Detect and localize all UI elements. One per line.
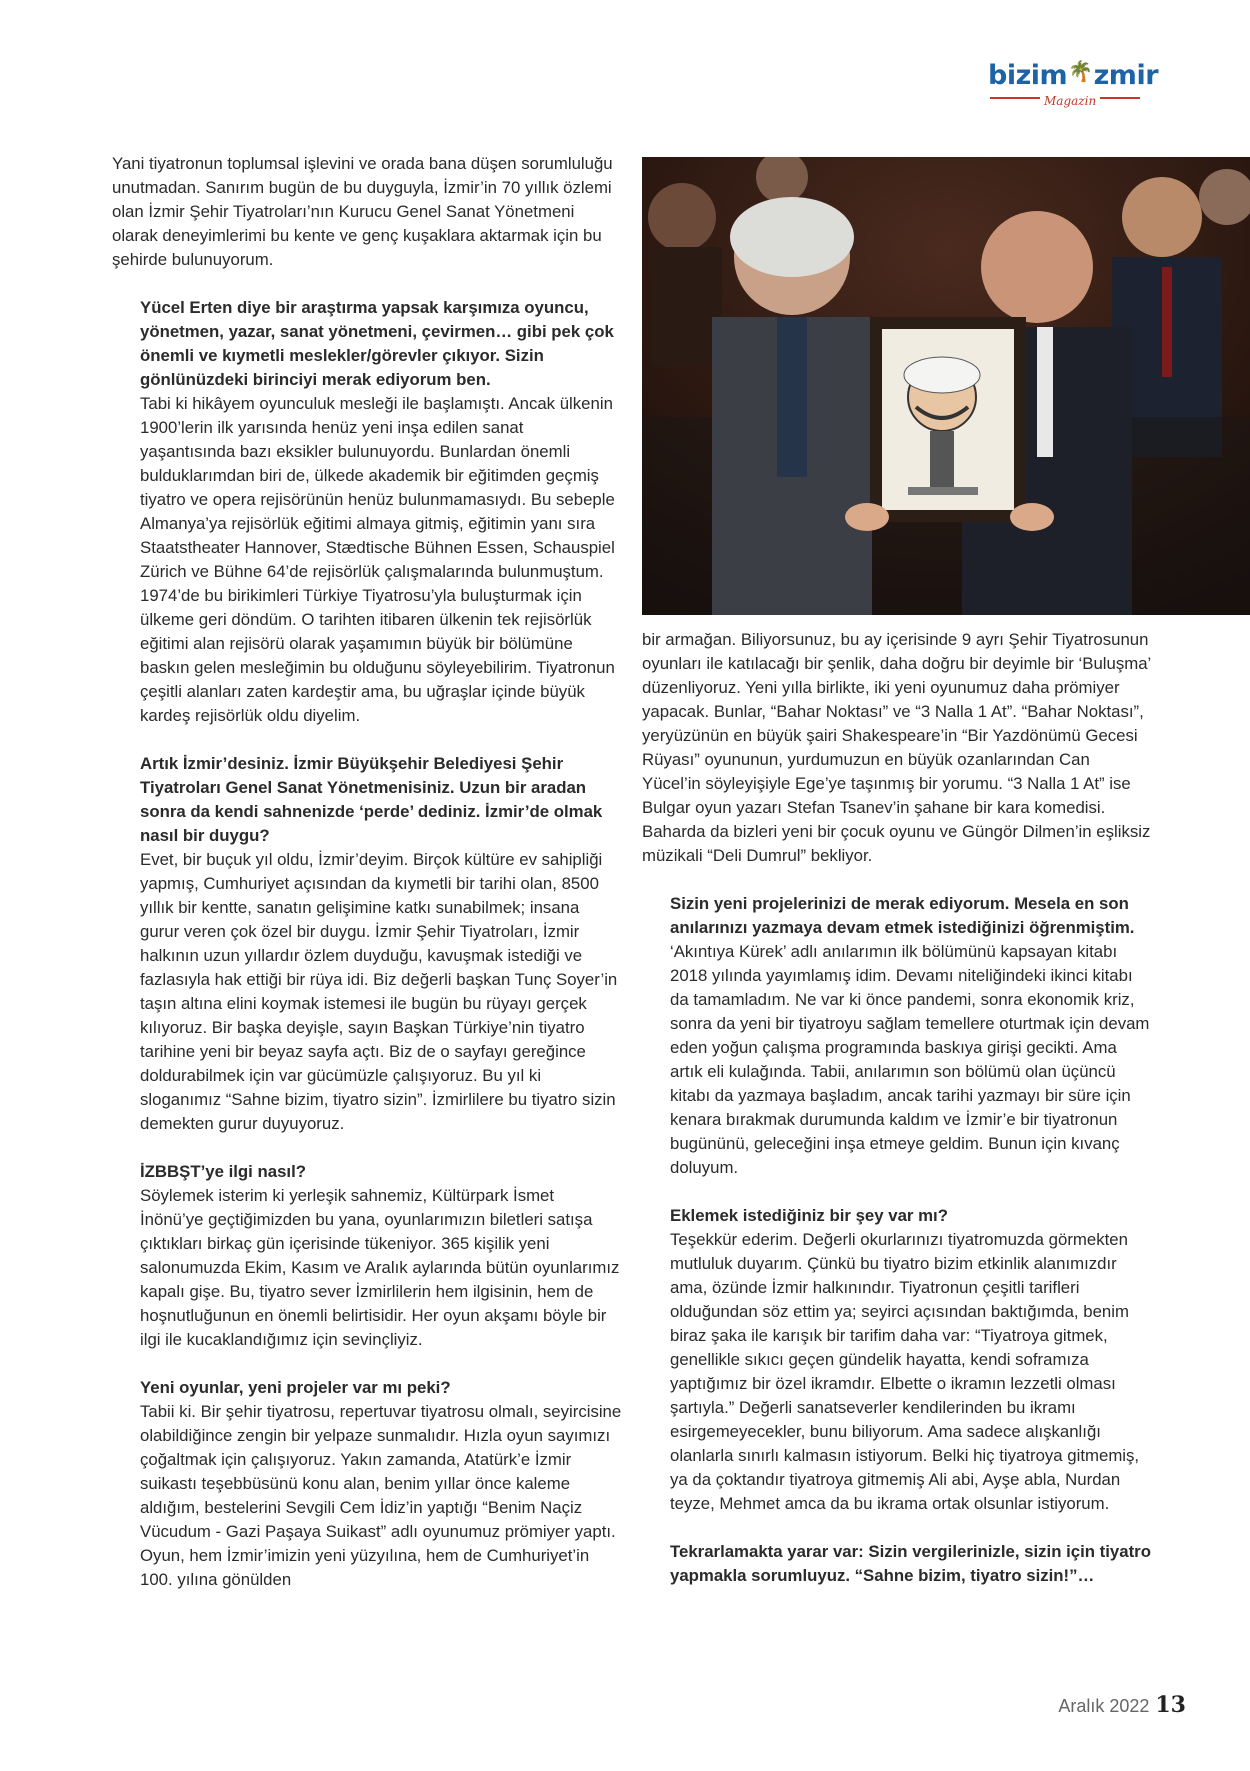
answer-2: Evet, bir buçuk yıl oldu, İzmir’deyim. Birçok kültüre ev sahipliği yapmış, Cumhuriyet açısından da kıymetli bir tarihi olan, 8500 yıllık bir kentte, sanatın gelişimine katkı sunabilmek; insana gurur veren çok özel bir duygu. İzmir Şehir Tiyatroları, İzmir halkının uzun yıllardır özlem duyduğu, kavuşmak istediği ve fazlasıyla hak ettiği bir rüya idi. Biz değerli başkan Tunç Soyer’in taşın altına elini koymak istemesi ile bugün bu rüyayı gerçek kılıyoruz. Bir başka deyişle, sayın Başkan Türkiye’nin tiyatro tarihine yeni bir beyaz sayfa açtı. Biz de o sayfayı gereğince doldurabilmek için var gücümüzle çalışıyoruz. Bu yıl ki sloganımız “Sahne bizim, tiyatro sizin”. İzmirlilere bu tiyatro sizin demekten gurur duyuyoruz. (140, 850, 618, 1133)
answer-3: Söylemek isterim ki yerleşik sahnemiz, Kültürpark İsmet İnönü’ye geçtiğimizden bu yana, oyunlarımızın biletleri satışa çıktıkları birkaç gün içerisinde tükeniyor. 365 kişilik yeni salonumuzda Ekim, Kasım ve Aralık aylarında bütün oyunlarımız kapalı gişe. Bu, tiyatro sever İzmirlilerin hem ilgisinin, hem de hoşnutluğunun en önemli belirtisidir. Her oyun akşamı böyle bir ilgi ile kucaklandığımız için sevinçliyiz. (140, 1186, 620, 1349)
question-2: Artık İzmir’desiniz. İzmir Büyükşehir Belediyesi Şehir Tiyatroları Genel Sanat Yönetmenisiniz. Uzun bir aradan sonra da kendi sahnenizde ‘perde’ dediniz. İzmir’de olmak nasıl bir duygu? (140, 754, 603, 845)
palm-tree-icon: 🌴 (1068, 59, 1093, 83)
question-3: İZBBŞT’ye ilgi nasıl? (140, 1162, 306, 1181)
answer-5: ‘Akıntıya Kürek’ adlı anılarımın ilk bölümünü kapsayan kitabı 2018 yılında yayımlamış idim. Devamı niteliğindeki ikinci kitabı da tamamladım. Ne var ki önce pandemi, sonra ekonomik kriz, sonra da yeni bir tiyatroyu sağlam temellere oturtmak için devam eden yoğun çalışma programında baskıya girişi gecikti. Ama artık eli kulağında. Tabii, anılarımın son bölümü olan üçüncü kitabı da yazmaya başladım, ancak tarihi yazmayı bir süre için kenara bırakmak durumunda kaldım ve İzmir’e bir tiyatronun bugününü, geleceğini inşa etmeye geldim. Bunun için kıvanç doluyum. (670, 942, 1150, 1177)
magazine-logo (988, 59, 1159, 112)
page-number: 13 (1155, 1692, 1186, 1718)
logo-text-start: bizim (988, 60, 1068, 91)
closing-statement: Tekrarlamakta yarar var: Sizin vergilerinizle, sizin için tiyatro yapmakla sorumluyuz. “Sahne bizim, tiyatro sizin!”… (670, 1542, 1151, 1585)
answer-1: Tabi ki hikâyem oyunculuk mesleği ile başlamıştı. Ancak ülkenin 1900’lerin ilk yarısında henüz yeni inşa edilen sanat yaşantısında bazı eksikler bulunuyordu. Bunlardan önemli bulduklarımdan biri de, ülkede akademik bir eğitimden geçmiş tiyatro ve opera rejisörünün henüz bulunmamasıydı. Bu sebeple Almanya’ya rejisörlük eğitimi almaya gitmiş, eğitimin yanı sıra Staatstheater Hannover, Stædtische Bühnen Essen, Schauspiel Zürich ve Bühne 64’de rejisörlük çalışmalarında bulunmuştum. 1974’de bu birikimleri Türkiye Tiyatrosu’yla buluşturmak için ülkeme geri döndüm. O tarihten itibaren ülkenin tek rejisörlük eğitimi alan rejisörü olarak yaşamımın büyük bir bölümüne baskın gelen mesleğimin bu olduğunu söyleyebilirim. Tiyatronun çeşitli alanları zaten kardeştir ama, bu uğraşlar içinde büyük kardeş rejisörlük oldu diyelim. (140, 394, 615, 725)
award-ceremony-photo (642, 157, 1250, 615)
logo-tagline: Magazin (1040, 94, 1100, 108)
question-6: Eklemek istediğiniz bir şey var mı? (670, 1206, 948, 1225)
logo-text-end: zmir (1093, 60, 1159, 91)
question-4: Yeni oyunlar, yeni projeler var mı peki? (140, 1378, 451, 1397)
right-text-column (642, 628, 1152, 1588)
question-5: Sizin yeni projelerinizi de merak ediyorum. Mesela en son anılarınızı yazmaya devam etmek istediğinizi öğrenmiştim. (670, 894, 1135, 937)
logo-wordmark (988, 60, 1158, 91)
answer-6: Teşekkür ederim. Değerli okurlarınızı tiyatromuzda görmekten mutluluk duyarım. Çünkü bu tiyatro bizim etkinlik alanımızdır ama, özünde İzmir halkınındır. Tiyatronun çeşitli tarifleri olduğundan söz ettim ya; seyirci açısından baktığımda, benim biraz şaka ile karışık bir tarifim daha var: “Tiyatroya gitmek, genellikle sıkıcı geçen gündelik hayatta, kendi soframıza yaptığımız bir özel ikramdır. Elbette o ikramın lezzetli olması şartıyla.” Değerli sanatseverler kendilerinden bu ikramı esirgemeyecekler, bunu biliyorum. Ama sadece alışkanlığı olanlarla sınırlı kalmasın istiyorum. Belki hiç tiyatroya gitmemiş, ya da çoktandır tiyatroya gitmemiş Ali abi, Ayşe abla, Nurdan teyze, Mehmet amca da bu ikrama ortak olsunlar istiyorum. (670, 1230, 1140, 1513)
intro-paragraph: Yani tiyatronun toplumsal işlevini ve orada bana düşen sorumluluğu unutmadan. Sanırım bugün de bu duyguyla, İzmir’in 70 yıllık özlemi olan İzmir Şehir Tiyatroları’nın Kurucu Genel Sanat Yönetmeni olarak deneyimlerimi bu kente ve genç kuşaklara aktarmak için bu şehirde bulunuyorum. (112, 154, 613, 269)
question-1: Yücel Erten diye bir araştırma yapsak karşımıza oyuncu, yönetmen, yazar, sanat yönetmeni, çevirmen… gibi pek çok önemli ve kıymetli meslekler/görevler çıkıyor. Sizin gönlünüzdeki birinciyi merak ediyorum ben. (140, 298, 614, 389)
answer-4-continued: bir armağan. Biliyorsunuz, bu ay içerisinde 9 ayrı Şehir Tiyatrosunun oyunları ile katılacağı bir şenlik, daha doğru bir deyimle bir ‘Buluşma’ düzenliyoruz. Yeni yılla birlikte, iki yeni oyunumuz daha prömiyer yapacak. Bunlar, “Bahar Noktası” ve “3 Nalla 1 At”. “Bahar Noktası”, yeryüzünün en büyük şairi Shakespeare’in “Bir Yazdönümü Gecesi Rüyası” oyununun, yurdumuzun en büyük ozanlarından Can Yücel’in söyleyişiyle Ege’ye taşınmış bir yorumu. “3 Nalla 1 At” ise Bulgar oyun yazarı Stefan Tsanev’in şahane bir kara komedisi. Baharda da bizleri yeni bir çocuk oyunu ve Güngör Dilmen’in eşliksiz müzikali “Deli Dumrul” bekliyor. (642, 630, 1151, 865)
left-text-column (112, 152, 622, 1592)
answer-4: Tabii ki. Bir şehir tiyatrosu, repertuvar tiyatrosu olmalı, seyircisine olabildiğince zengin bir yelpaze sunmalıdır. Hızla oyun sayımızı çoğaltmak için çalışıyoruz. Yakın zamanda, Atatürk’e İzmir suikastı teşebbüsünü konu alan, benim yıllar önce kaleme aldığım, bestelerini Sevgili Cem İdiz’in yaptığı “Benim Naçiz Vücudum - Gazi Paşaya Suikast” adlı oyunumuz prömiyer yaptı. Oyun, hem İzmir’imizin yeni yüzyılına, hem de Cumhuriyet’in 100. yılına gönülden (140, 1402, 622, 1589)
issue-date: Aralık 2022 (1058, 1696, 1150, 1716)
photo-illustration (642, 157, 1250, 615)
page-footer (1058, 1692, 1186, 1718)
